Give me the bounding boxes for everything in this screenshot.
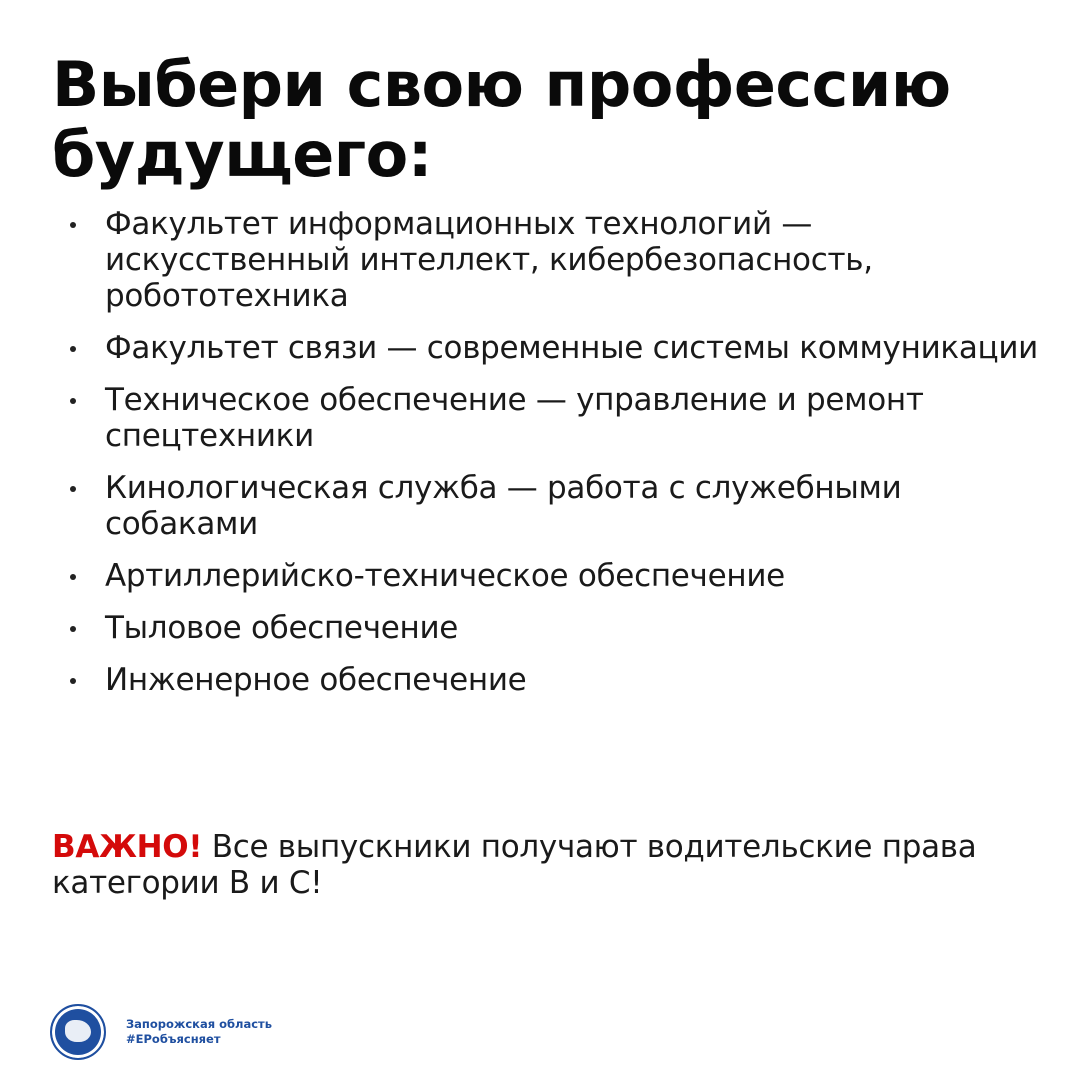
footer-text (126, 1017, 272, 1047)
bullet-icon (70, 486, 76, 492)
bullet-icon (70, 346, 76, 352)
bullet-icon (70, 626, 76, 632)
list-item: Факультет связи — современные системы коммуникации (70, 330, 1060, 366)
footer-region: Запорожская область (126, 1017, 272, 1031)
list-item: Факультет информационных технологий — искусственный интеллект, кибербезопасность, робототехника (70, 206, 1060, 314)
list-item: Артиллерийско-техническое обеспечение (70, 558, 1060, 594)
important-text: Все выпускники получают водительские права категории B и C! (52, 829, 977, 901)
page-title (52, 50, 1052, 190)
bullet-icon (70, 398, 76, 404)
edinaya-rossiya-logo-icon (50, 1004, 106, 1060)
list-item: Техническое обеспечение — управление и ремонт спецтехники (70, 382, 1060, 454)
bullet-icon (70, 678, 76, 684)
bullet-icon (70, 574, 76, 580)
footer-hashtag: #ЕРобъясняет (126, 1032, 221, 1046)
profession-list (70, 206, 1060, 714)
title-line-2: будущего: (52, 118, 433, 191)
list-item: Инженерное обеспечение (70, 662, 1060, 698)
list-item: Кинологическая служба — работа с служебными собаками (70, 470, 1060, 542)
bear-icon (65, 1020, 91, 1042)
title-line-1: Выбери свою профессию (52, 48, 951, 121)
footer (50, 1004, 272, 1060)
important-label: ВАЖНО! (52, 829, 203, 865)
list-item: Тыловое обеспечение (70, 610, 1060, 646)
important-note (52, 829, 1042, 901)
bullet-icon (70, 222, 76, 228)
